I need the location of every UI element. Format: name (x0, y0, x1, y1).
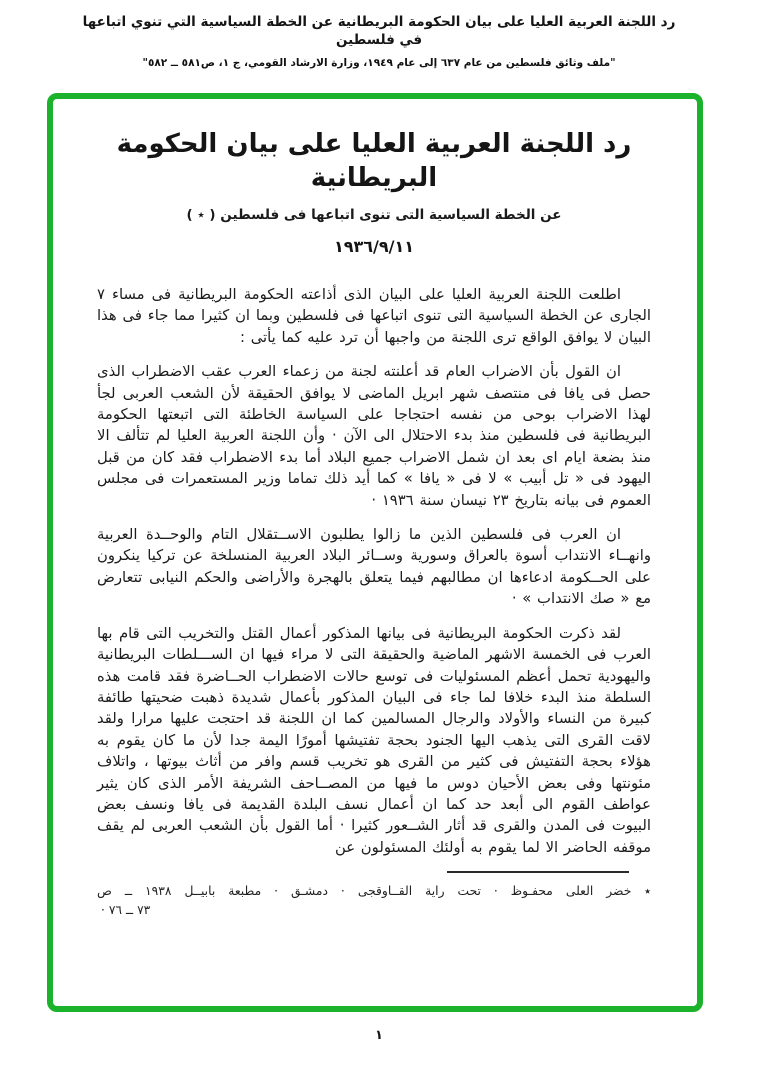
document-border (47, 93, 703, 1012)
header-source-citation: "ملف وثائق فلسطين من عام ٦٣٧ إلى عام ١٩٤٩، وزارة الارشاد القومي، ج ١، ص٥٨١ ــ ٥٨٢" (142, 57, 616, 69)
footnote-section (97, 871, 651, 920)
paragraph: ان القول بأن الاضراب العام قد أعلنته لجنة من زعماء العرب عقب الاضطراب الذى حصل فى يافا فى منتصف شهر ابريل الماضى لا يوافق الحقيقة لأن الشعب العربى لجأ لهذا الاضراب بوحى من نفسه احتجاجا على السياسة الخاطئة التى اتبعتها الحكومة البريطانية فى فلسطين منذ بدء الاحتلال الى الآن · وأن اللجنة العربية العليا لم تتألف الا منذ بضعة ايام اى بعد ان شمل الاضراب جميع البلاد أما بدء الاضطراب فقد كان من قبل اليهود فى « تل أبيب » لا فى « يافا » كما أيد ذلك تماما وزير المستعمرات فى مجلس العموم فى بيانه بتاريخ ٢٣ نيسان سنة ١٩٣٦ · (97, 363, 651, 509)
paragraph: لقد ذكرت الحكومة البريطانية فى بيانها المذكور أعمال القتل والتخريب التى قام بها العرب فى الخمسة الاشهر الماضية والحقيقة التى لا مراء فيها ان الســـلطات البريطانية واليهودية تحمل أعظم المسئوليات فى توسع حالات الاضطراب الحــاضرة فقد قامت هذه السلطة منذ البدء خلافا لما جاء فى البيان المذكور بأعمال شديدة ذهبت ضحيتها طائفة كبيرة من النساء والأولاد والرجال المسالمين كما ان اللجنة قد احتجت عليها مرارا ولقد لاقت القرى التى يذهب اليها الجنود بحجة تفتيشها أمورًا اليمة جدا لأن ما كان يقوم به هؤلاء بحجة التفتيش فى كثير من القرى هو تخريب قسم وافر من أثاث بيوتها ، واتلاف مئونتها وفى بعض الأحيان دوس ما فيها من المصــاحف الشريفة الأمر الذى كان يثير عواطف القوم الى أبعد حد كما ان أعمال نسف البلدة القديمة فى يافا ونسف بعض البيوت فى المدن والقرى قد أثار الشــعور كثيرا · أما القول بأن الشعب العربى لم يقف موقفه الحاضر الا لما يقوم به أولئك المسئولون عن (97, 624, 651, 856)
footnote-divider (447, 871, 629, 873)
header-title: رد اللجنة العربية العليا على بيان الحكومة البريطانية عن الخطة السياسية التي تنوي اتباعها في فلسطين (82, 14, 676, 48)
document-title: رد اللجنة العربية العليا على بيان الحكومة البريطانية (116, 129, 632, 193)
document-date: ١٩٣٦/٩/١١ (333, 237, 415, 256)
page-header (0, 0, 758, 69)
page-number: ١ (375, 1028, 383, 1043)
paragraph: اطلعت اللجنة العربية العليا على البيان الذى أذاعته الحكومة البريطانية فى مساء ٧ الجارى عن الخطة السياسية التى تنوى اتباعها فى فلسطين وبما ان كثيرا مما جاء فى هذا البيان لا يوافق الواقع ترى اللجنة من واجبها أن ترد عليه كما يأتى : (97, 286, 651, 346)
footnote-page-range: ٧٣ ــ ٧٦ · (101, 902, 151, 917)
paragraph: ان العرب فى فلسطين الذين ما زالوا يطلبون الاســتقلال التام والوحــدة العربية وانهــاء الانتداب أسوة بالعراق وسورية وســائر البلاد العربية المنسلخة عن تركيا ينكرون على الحــكومة ادعاءها ان مطالبهم فيما يتعلق بالهجرة والأراضى والحكم النيابى تتعارض مع « صك الانتداب » · (97, 526, 651, 608)
footnote-text: ٭ خضر العلى محفـوظ · تحت راية القــاوقجى · دمشـق · مطبعة بابيــل ١٩٣٨ ــ ص (97, 883, 652, 898)
document-subtitle: عن الخطة السياسية التى تنوى اتباعها فى فلسطين ( ٭ ) (186, 207, 562, 223)
document-body (97, 284, 651, 858)
